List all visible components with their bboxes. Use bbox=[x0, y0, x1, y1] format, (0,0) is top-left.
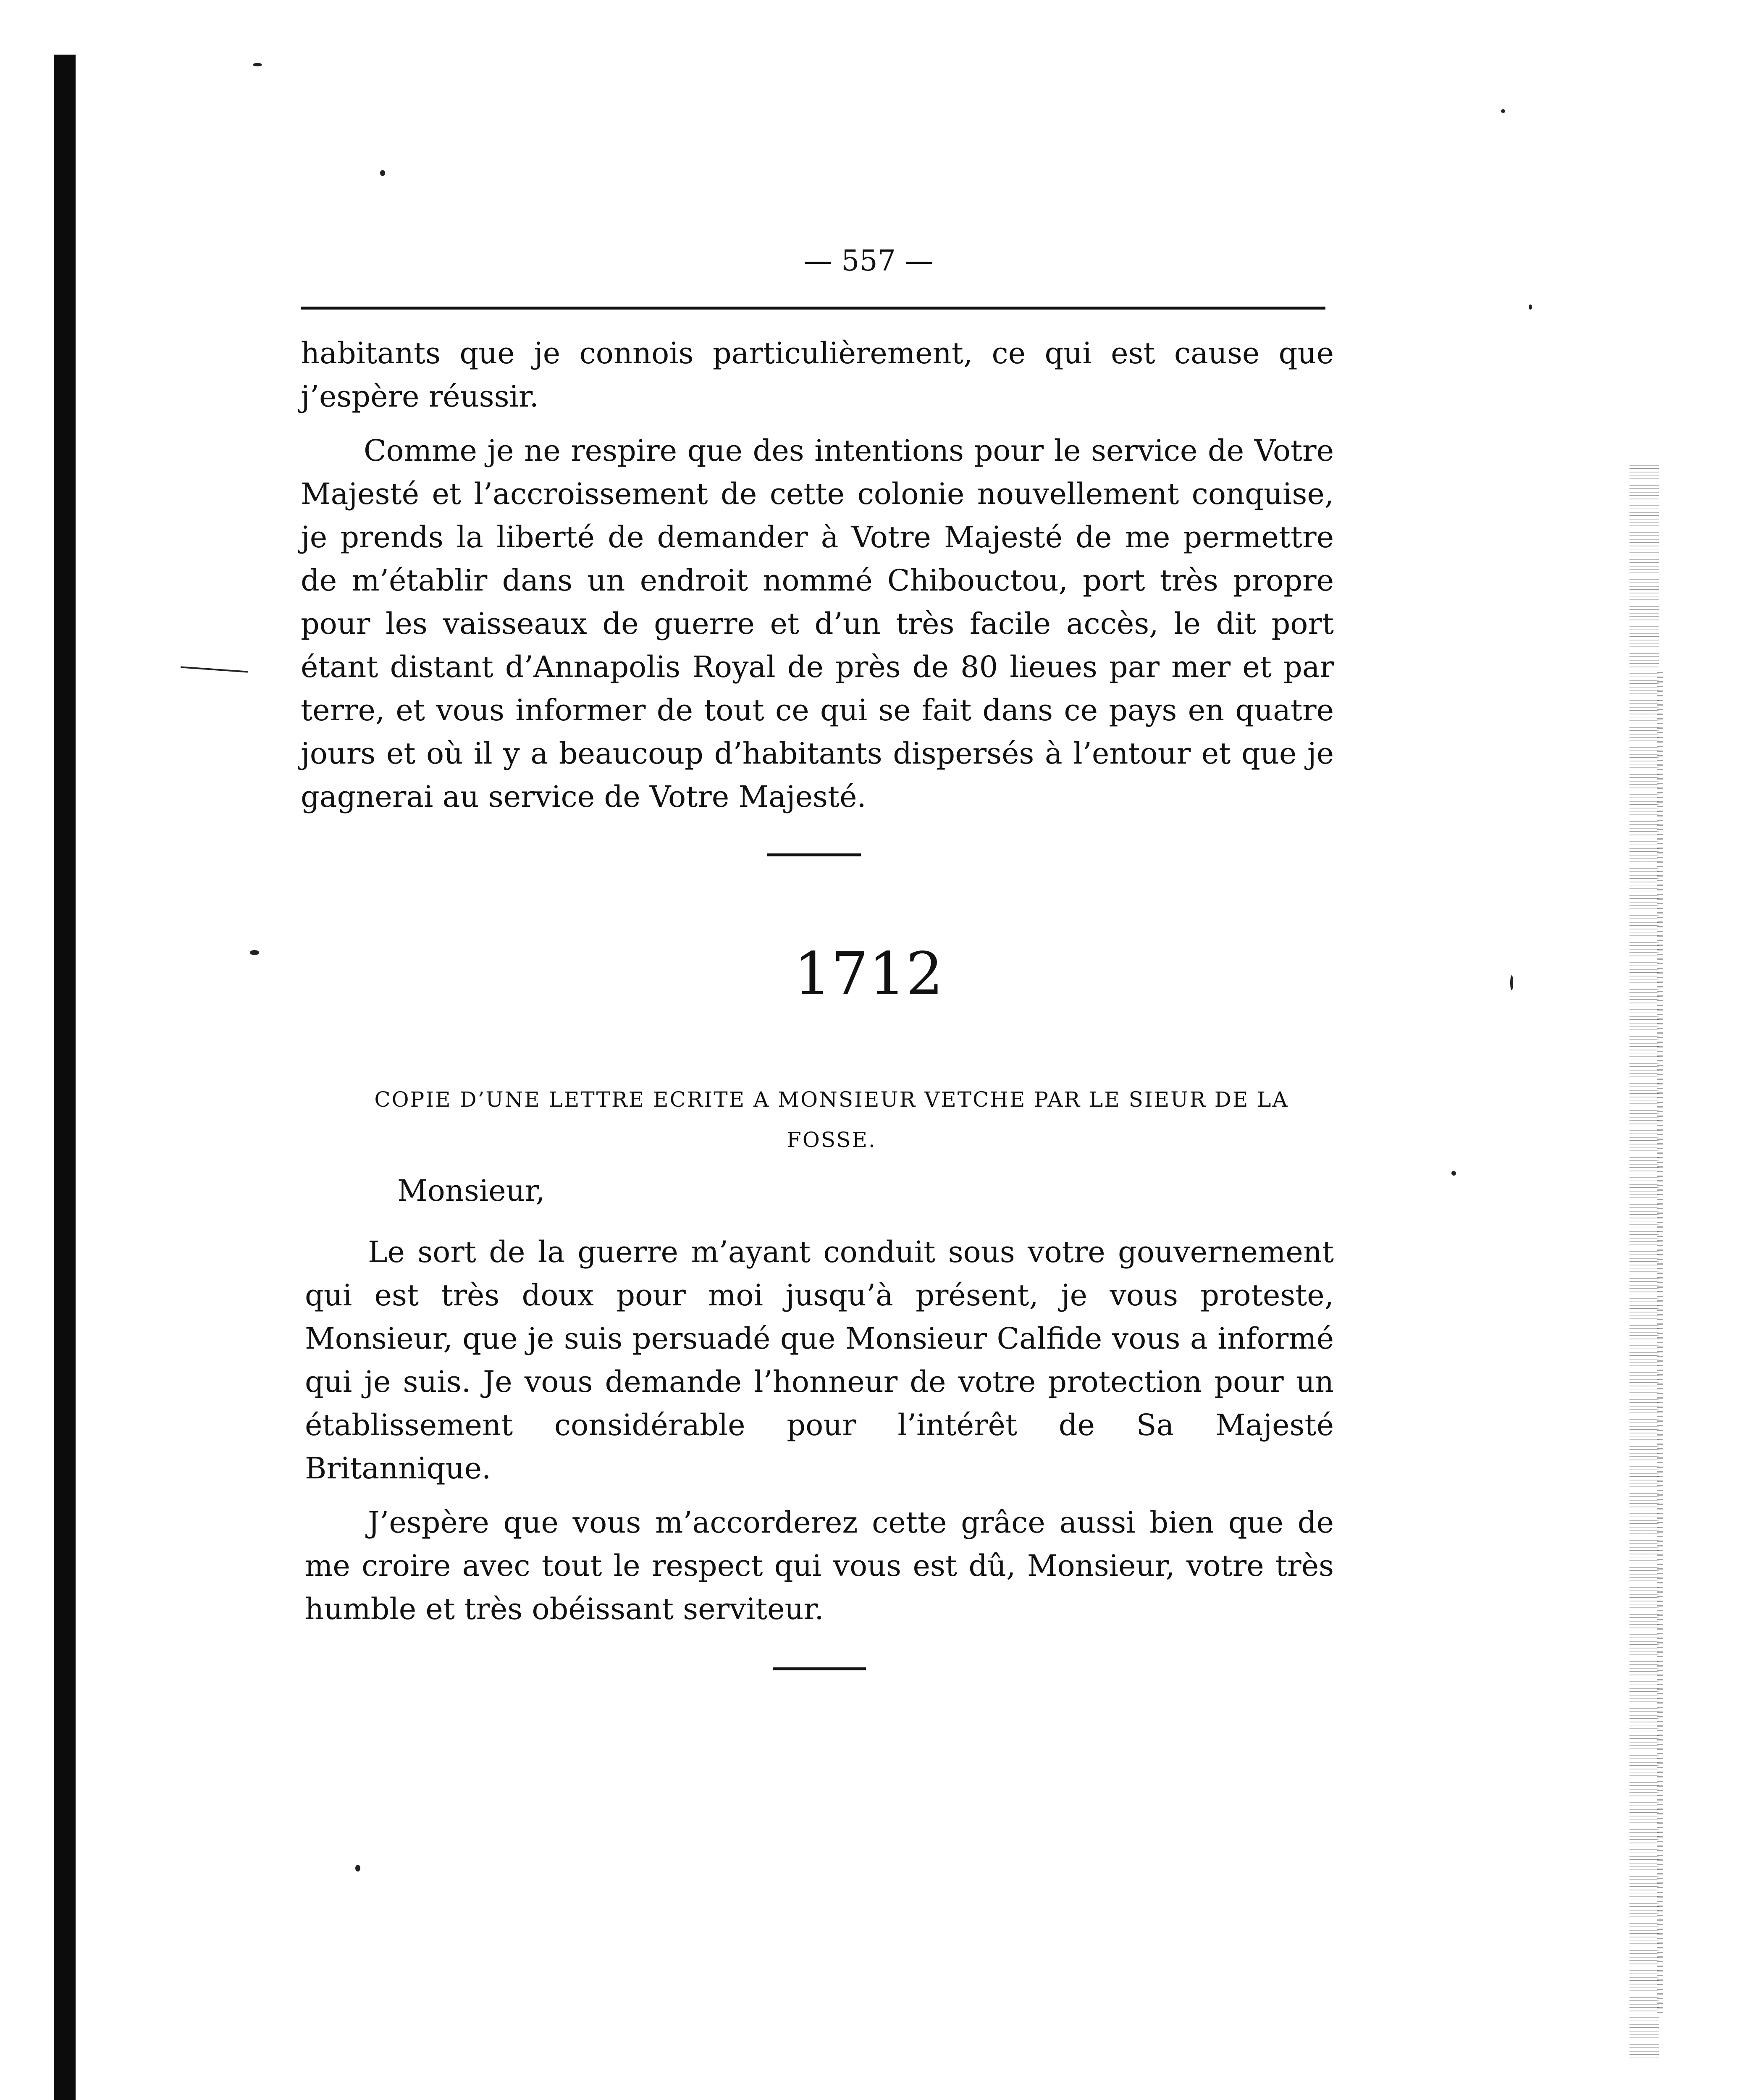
scan-speck bbox=[1501, 109, 1505, 113]
margin-pencil-mark bbox=[181, 666, 248, 672]
letter-body bbox=[305, 1231, 1334, 1631]
section-divider bbox=[773, 1667, 866, 1670]
paragraph: J’espère que vous m’accorderez cette grâce aussi bien que de me croire avec tout le respect qui vous est dû, Monsieur, votre très humble et très obéissant serviteur. bbox=[305, 1505, 1334, 1626]
section-divider bbox=[767, 853, 861, 856]
salutation: Monsieur, bbox=[397, 1173, 545, 1208]
binding-edge-shadow bbox=[54, 55, 76, 2100]
paragraph: Comme je ne respire que des intentions pour le service de Votre Majesté et l’accroissement de cette colonie nouvellement conquise, je prends la liberté de demander à Votre Majesté de me permettre de m’établir dans un endroit nommé Chibouctou, port très propre pour les vaisseaux de guerre et d’un très facile accès, le dit port étant distant d’Annapolis Royal de près de 80 lieues par mer et par terre, et vous informer de tout ce qui se fait dans ce pays en quatre jours et où il y a beaucoup d’habitants dispersés à l’entour et que je gagnerai au service de Votre Majesté. bbox=[301, 433, 1334, 814]
right-margin-scan-noise bbox=[1629, 462, 1659, 2058]
year-heading: 1712 bbox=[793, 940, 944, 1008]
scan-speck bbox=[1451, 1171, 1456, 1176]
page-number: — 557 — bbox=[803, 244, 934, 278]
paragraph: habitants que je connois particulièrement, ce qui est cause que j’espère réussir. bbox=[301, 336, 1334, 414]
right-margin-scan-noise-2 bbox=[1657, 672, 1663, 2016]
continued-letter-text bbox=[301, 332, 1334, 819]
scan-speck bbox=[1529, 304, 1532, 310]
scan-speck bbox=[253, 63, 262, 66]
scan-speck bbox=[380, 170, 385, 176]
paragraph: Le sort de la guerre m’ayant conduit sous votre gouvernement qui est très doux pour moi jusqu’à présent, je vous proteste, Monsieur, que je suis persuadé que Monsieur Calfide vous a informé qui je suis. Je vous demande l’honneur de votre protection pour un établissement considérable pour l’intérêt de Sa Majesté Britannique. bbox=[305, 1235, 1334, 1486]
header-rule bbox=[301, 307, 1325, 310]
scan-speck bbox=[355, 1865, 360, 1872]
letter-title: COPIE D’UNE LETTRE ECRITE A MONSIEUR VETCHE PAR LE SIEUR DE LA FOSSE. bbox=[374, 1087, 1289, 1152]
